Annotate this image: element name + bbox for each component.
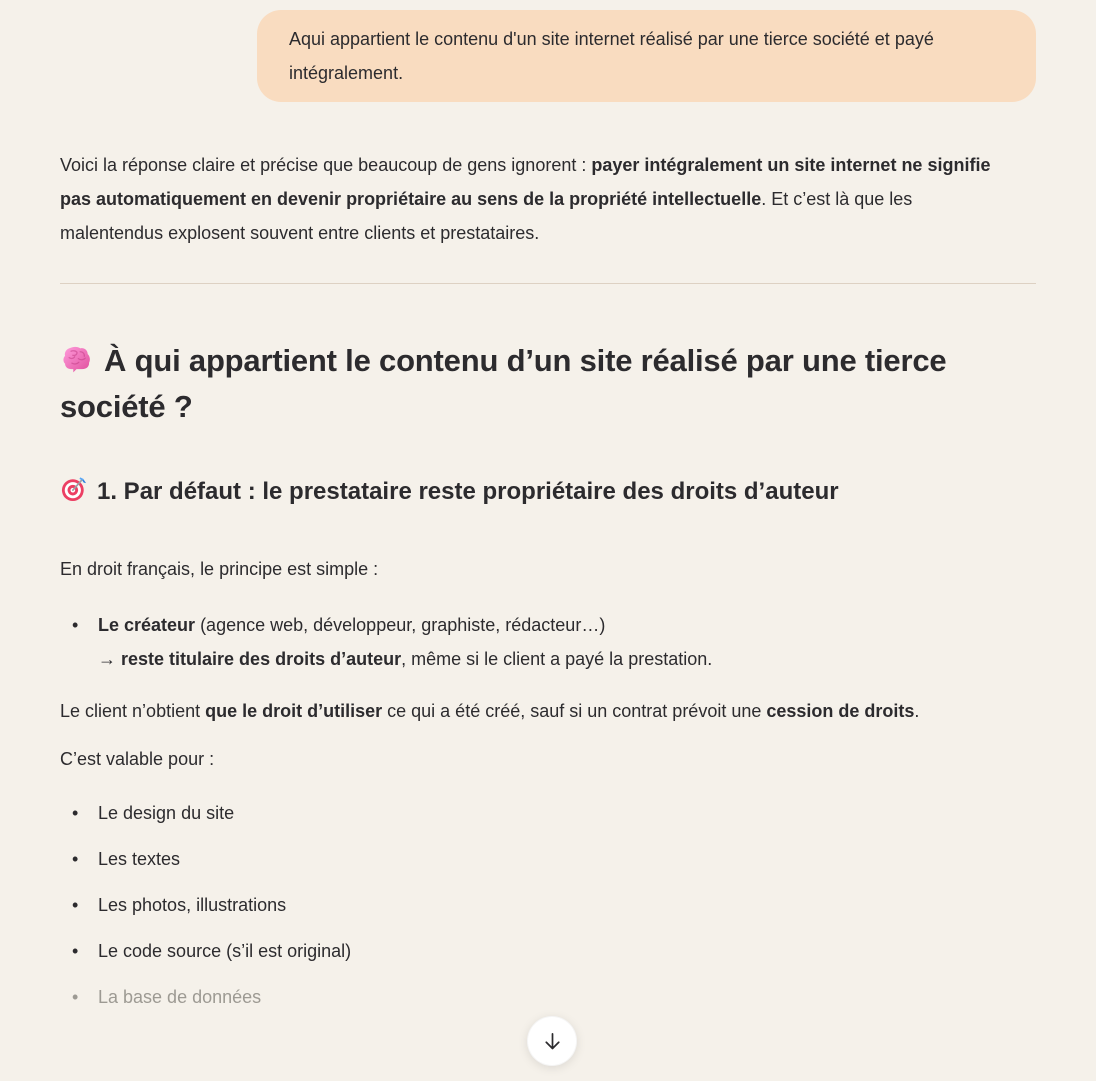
dart-emoji-icon (60, 475, 88, 512)
valid-for-list (60, 796, 1036, 1014)
user-message-row (60, 10, 1036, 102)
list-item-base-donnees: • La base de données (60, 980, 1036, 1014)
creator-list-item (60, 608, 1036, 676)
heading-ownership-question (60, 340, 1036, 427)
section-divider (60, 283, 1036, 284)
creator-list (60, 608, 1036, 676)
scroll-to-bottom-button[interactable] (527, 1016, 577, 1066)
intro-paragraph: Voici la réponse claire et précise que beaucoup de gens ignorent : payer intégralement un site internet ne signifie pas automatiquement en devenir propriétaire au sens de la propriété intellectuelle. Et c’est là que les malentendus explosent souvent entre clients et prestataires. (60, 155, 991, 243)
chat-conversation (60, 0, 1036, 1014)
client-rights-paragraph: Le client n’obtient que le droit d’utiliser ce qui a été créé, sauf si un contrat prévoit une cession de droits. (60, 701, 920, 721)
subheading-text: 1. Par défaut : le prestataire reste propriétaire des droits d’auteur (97, 478, 839, 505)
arrow-down-icon (541, 1030, 564, 1053)
user-message-text: Aqui appartient le contenu d'un site internet réalisé par une tierce société et payé intégralement. (289, 29, 934, 83)
list-item-photos: • Les photos, illustrations (60, 888, 1036, 922)
subheading-default-rule (60, 475, 1000, 512)
creator-line-1: • Le créateur (agence web, développeur, graphiste, rédacteur…) (98, 615, 606, 635)
assistant-response (60, 148, 1036, 1014)
list-item-design: • Le design du site (60, 796, 1036, 830)
valid-for-intro-text: C’est valable pour : (60, 749, 215, 769)
list-item-code-source: • Le code source (s’il est original) (60, 934, 1036, 968)
user-message-bubble (257, 10, 1036, 102)
creator-line-2: → reste titulaire des droits d’auteur, même si le client a payé la prestation. (98, 649, 713, 669)
brain-emoji-icon (60, 343, 93, 386)
principle-intro-text: En droit français, le principe est simple : (60, 559, 379, 579)
list-item-textes: • Les textes (60, 842, 1036, 876)
heading-text: À qui appartient le contenu d’un site réalisé par une tierce société ? (60, 343, 947, 424)
